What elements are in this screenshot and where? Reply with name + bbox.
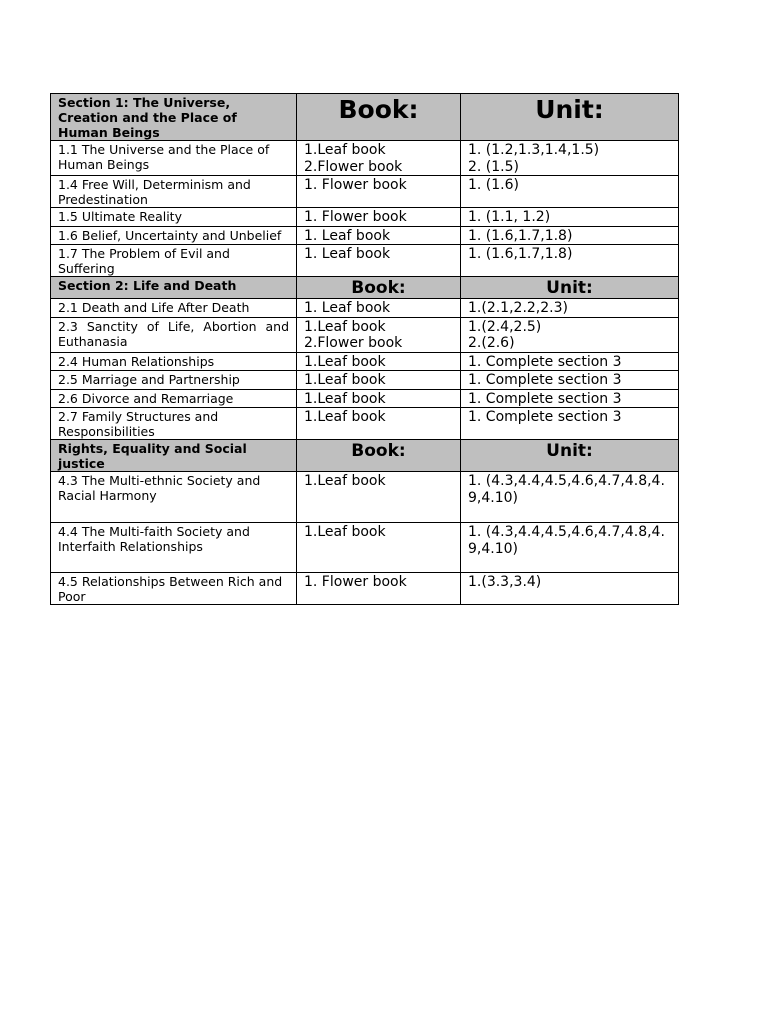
unit-entry: 1. Complete section 3 (468, 353, 622, 370)
book-entry: 1. Leaf book (304, 246, 391, 262)
unit-cell (461, 573, 679, 605)
unit-column-header: Unit: (461, 440, 679, 472)
book-entry: 2.Flower book (304, 335, 403, 351)
unit-entry: 1. Complete section 3 (468, 409, 622, 425)
book-cell (297, 573, 461, 605)
table-row (51, 317, 679, 352)
topic-cell (51, 226, 297, 245)
unit-entry: 1. Complete section 3 (468, 372, 622, 388)
book-entry: 1. Flower book (304, 209, 407, 225)
table-row (51, 226, 679, 245)
book-entry: 1.Leaf book (304, 142, 386, 158)
unit-cell (461, 371, 679, 390)
topic-text: 1.6 Belief, Uncertainty and Unbelief (58, 227, 282, 243)
book-cell (297, 141, 461, 176)
unit-entry: 1. (4.3,4.4,4.5,4.6,4.7,4.8,4.9,4.10) (468, 473, 665, 506)
topic-cell: 1.4 Free Will, Determinism and Predestination (51, 176, 297, 208)
table-row (51, 141, 679, 176)
section-title: Section 1: The Universe, Creation and the Place of Human Beings (51, 94, 297, 141)
topic-cell: 4.4 The Multi-faith Society and Interfaith Relationships (51, 523, 297, 573)
book-cell (297, 226, 461, 245)
book-cell (297, 523, 461, 573)
table-row (51, 389, 679, 408)
section-header (51, 277, 679, 299)
section-header (51, 94, 679, 141)
table-row (51, 573, 679, 605)
topic-cell: 2.1 Death and Life After Death (51, 299, 297, 318)
table-row (51, 352, 679, 371)
unit-column-header: Unit: (461, 94, 679, 141)
unit-cell (461, 176, 679, 208)
unit-cell (461, 141, 679, 176)
unit-entry: 1.(2.1,2.2,2.3) (468, 300, 568, 316)
book-cell (297, 408, 461, 440)
topic-cell: 1.5 Ultimate Reality (51, 208, 297, 227)
unit-cell (461, 389, 679, 408)
book-cell (297, 299, 461, 318)
unit-entry: 2.(2.6) (468, 335, 515, 351)
topic-cell: 2.7 Family Structures and Responsibilities (51, 408, 297, 440)
unit-cell (461, 408, 679, 440)
table-row (51, 245, 679, 277)
unit-entry: 1. Complete section 3 (468, 390, 622, 407)
book-entry: 1. Flower book (304, 177, 407, 193)
unit-entry: 1. (1.1, 1.2) (468, 209, 551, 225)
unit-entry: 1. (1.6,1.7,1.8) (468, 246, 573, 262)
book-entry: 2.Flower book (304, 158, 403, 175)
unit-entry: 1.(2.4,2.5) (468, 318, 542, 335)
unit-cell (461, 523, 679, 573)
book-entry: 1.Leaf book (304, 372, 386, 388)
book-entry: 1.Leaf book (304, 390, 386, 407)
unit-entry: 1.(3.3,3.4) (468, 574, 542, 590)
book-column-header: Book: (297, 94, 461, 141)
table-row (51, 523, 679, 573)
unit-entry: 1. (1.6,1.7,1.8) (468, 227, 573, 244)
unit-cell (461, 299, 679, 318)
unit-entry: 1. (1.2,1.3,1.4,1.5) (468, 142, 600, 158)
unit-cell (461, 317, 679, 352)
topic-cell: 2.3 Sanctity of Life, Abortion and Euthanasia (51, 317, 297, 352)
book-cell (297, 371, 461, 390)
book-column-header: Book: (297, 277, 461, 299)
book-cell (297, 317, 461, 352)
book-entry: 1.Leaf book (304, 409, 386, 425)
book-column-header: Book: (297, 440, 461, 472)
table-row (51, 176, 679, 208)
unit-cell (461, 226, 679, 245)
topic-cell: 4.5 Relationships Between Rich and Poor (51, 573, 297, 605)
book-entry: 1.Leaf book (304, 473, 386, 489)
table-row (51, 371, 679, 390)
unit-entry: 2. (1.5) (468, 158, 519, 175)
table-row (51, 208, 679, 227)
unit-cell (461, 245, 679, 277)
table-row (51, 299, 679, 318)
unit-column-header: Unit: (461, 277, 679, 299)
topic-cell: 4.3 The Multi-ethnic Society and Racial Harmony (51, 472, 297, 523)
unit-entry: 1. (4.3,4.4,4.5,4.6,4.7,4.8,4.9,4.10) (468, 524, 665, 557)
topics-table (50, 93, 679, 605)
book-cell (297, 208, 461, 227)
book-cell (297, 352, 461, 371)
book-entry: 1.Leaf book (304, 353, 386, 370)
unit-cell (461, 352, 679, 371)
book-cell (297, 389, 461, 408)
topic-cell: 2.6 Divorce and Remarriage (51, 389, 297, 408)
book-entry: 1. Flower book (304, 574, 407, 590)
book-entry: 1.Leaf book (304, 318, 386, 335)
topic-cell: 1.1 The Universe and the Place of Human Beings (51, 141, 297, 176)
book-cell (297, 245, 461, 277)
book-cell (297, 472, 461, 523)
book-entry: 1.Leaf book (304, 524, 386, 540)
table-row (51, 408, 679, 440)
section-title: Section 2: Life and Death (51, 277, 297, 299)
unit-cell (461, 208, 679, 227)
book-cell (297, 176, 461, 208)
table-row (51, 472, 679, 523)
unit-cell (461, 472, 679, 523)
section-title: Rights, Equality and Social justice (51, 440, 297, 472)
topic-cell: 2.4 Human Relationships (51, 352, 297, 371)
book-entry: 1. Leaf book (304, 227, 391, 244)
book-entry: 1. Leaf book (304, 300, 391, 316)
section-header (51, 440, 679, 472)
unit-entry: 1. (1.6) (468, 177, 519, 193)
topic-cell: 2.5 Marriage and Partnership (51, 371, 297, 390)
topic-cell: 1.7 The Problem of Evil and Suffering (51, 245, 297, 277)
